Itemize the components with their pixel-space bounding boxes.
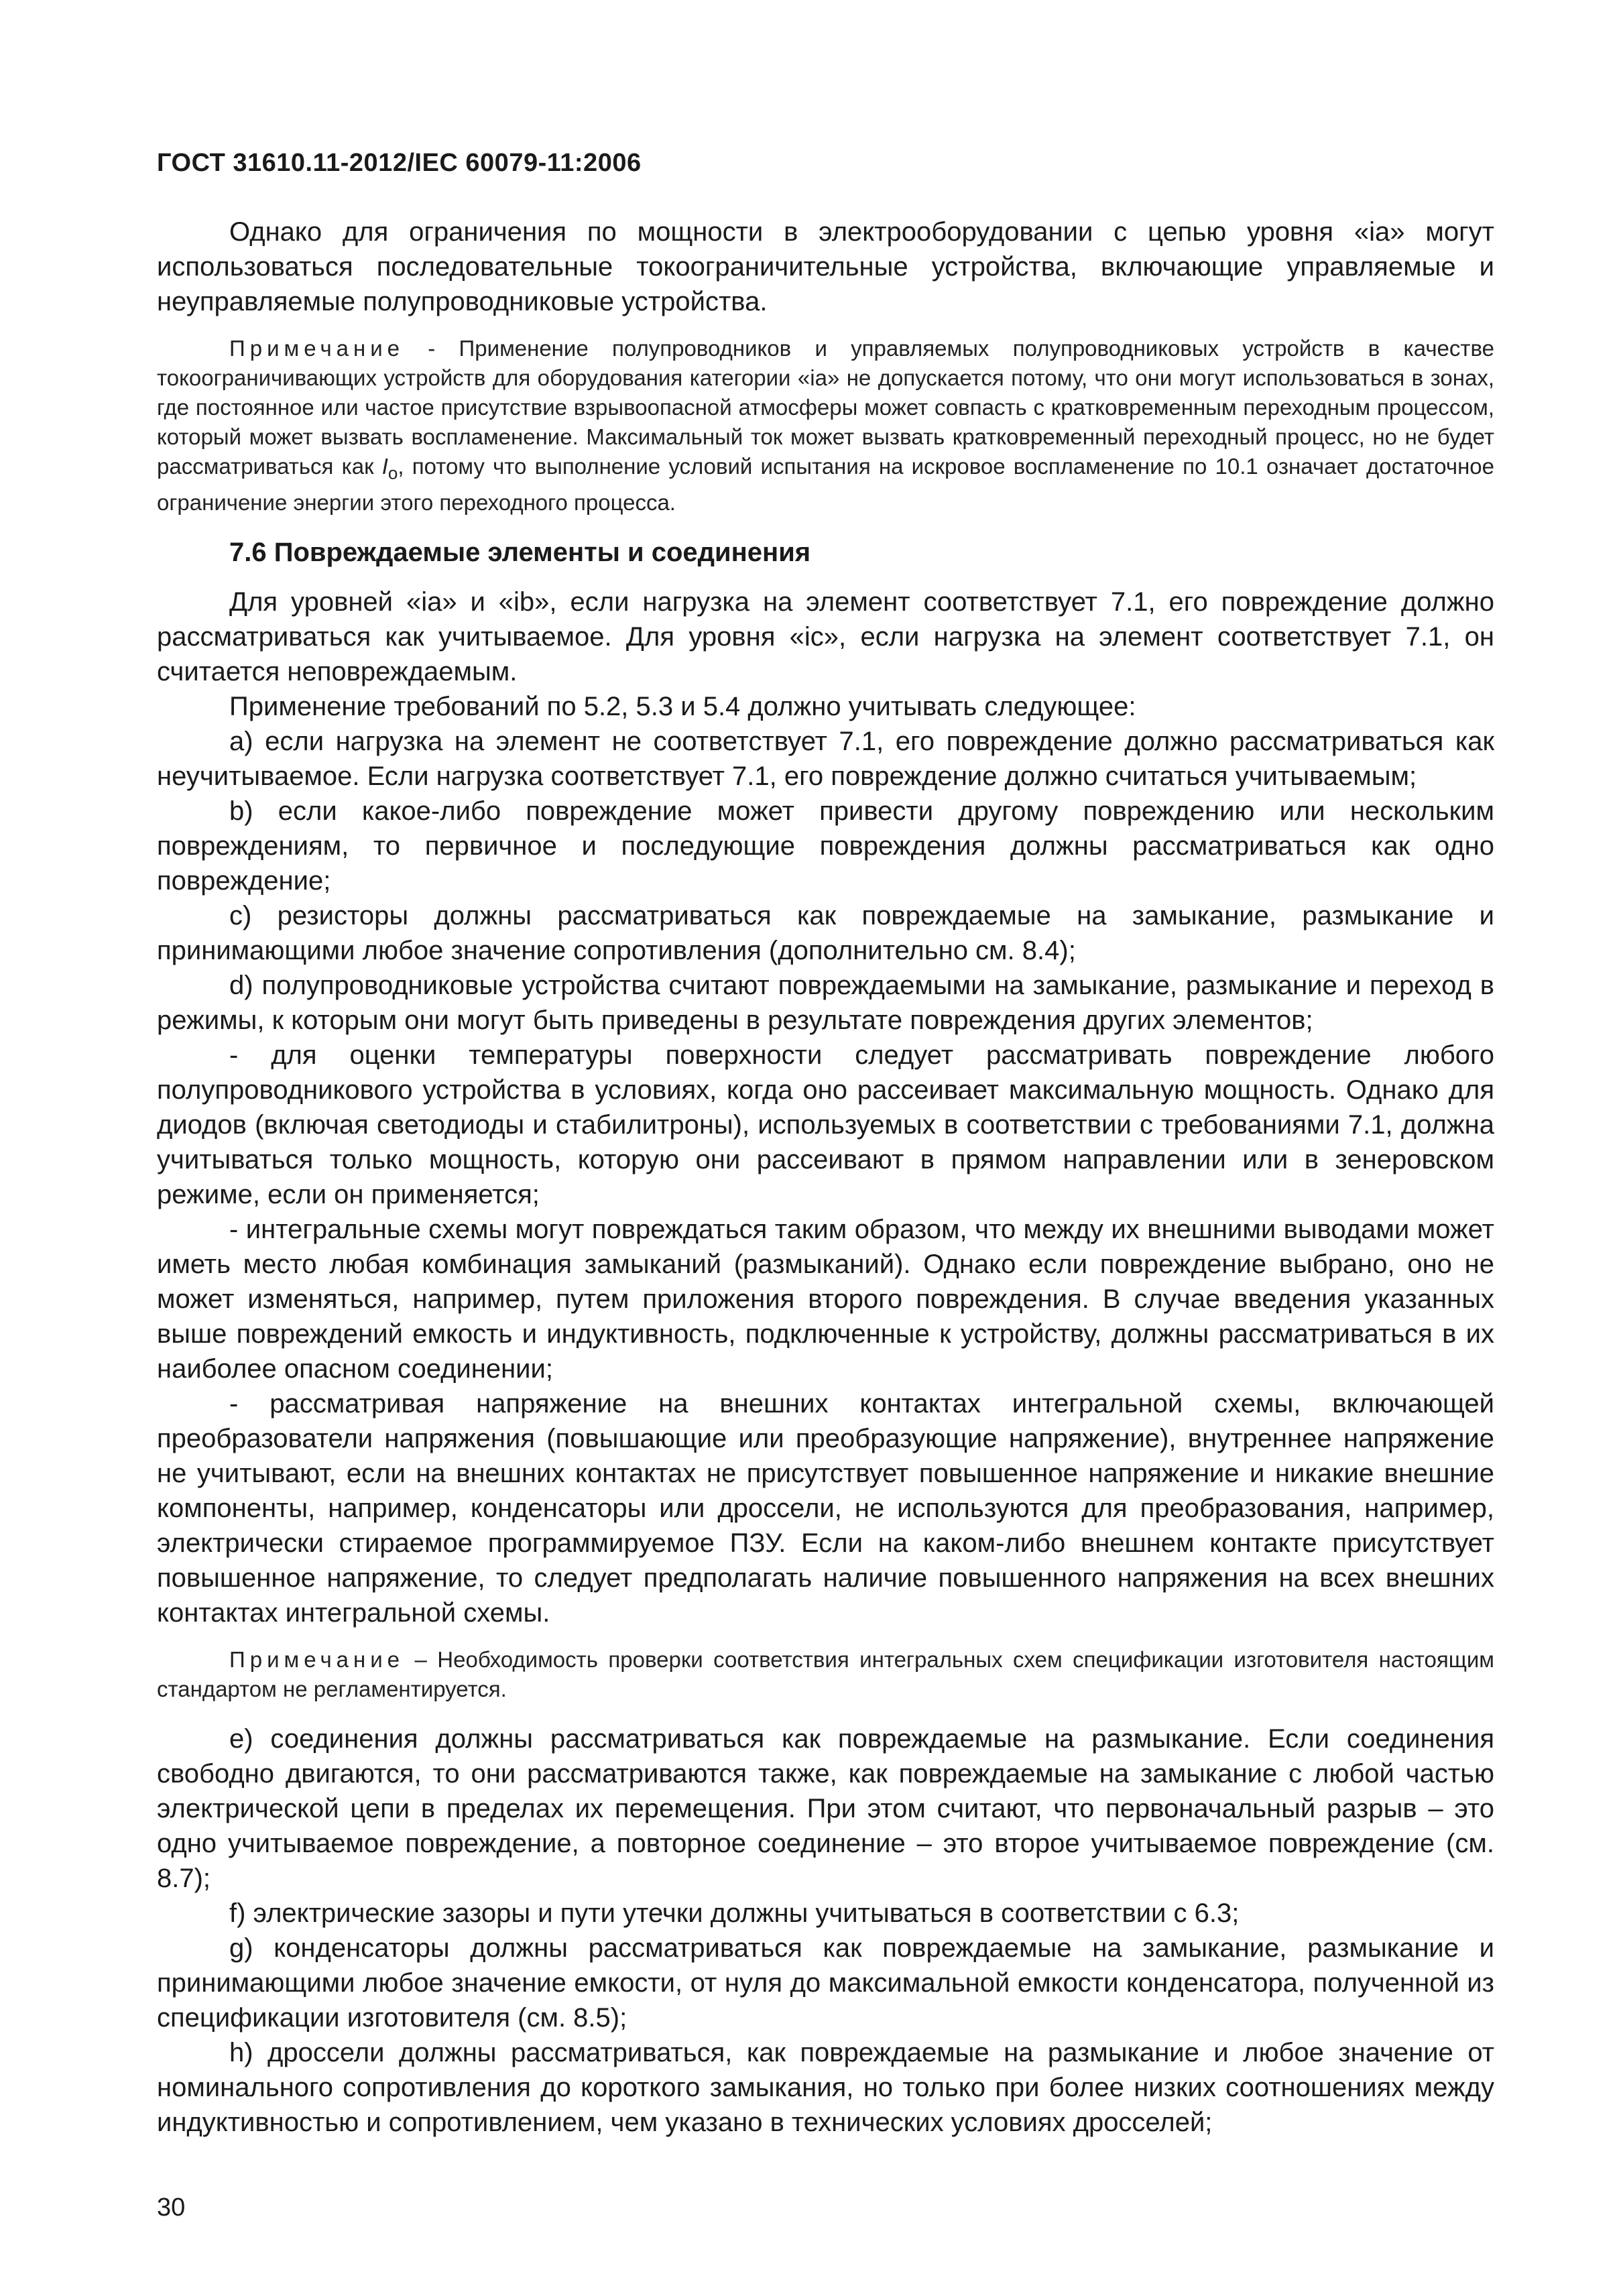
note-text: – Необходимость проверки соответствия интегральных схем спецификации изготовителя настоящим стандартом не регламентируется. [157,1646,1494,1701]
list-item-g: g) конденсаторы должны рассматриваться как повреждаемые на замыкание, размыкание и принимающими любое значение емкости, от нуля до максимальной емкости конденсатора, полученной из спецификации изготовителя (см. 8.5); [157,1933,1494,2033]
list-item-f: f) электрические зазоры и пути утечки должны учитываться в соответствии с 6.3; [229,1898,1240,1928]
document-header: ГОСТ 31610.11-2012/IEC 60079-11:2006 [157,149,642,177]
note-2 [157,1645,1494,1704]
dash-item: - интегральные схемы могут повреждаться таким образом, что между их внешними выводами может иметь место любая комбинация замыканий (размыканий). Однако если повреждение выбрано, оно не может изменяться, например, путем приложения второго повреждения. В случае введения указанных выше повреждений емкость и индуктивность, подключенные к устройству, должны рассматриваться в их наиболее опасном соединении; [157,1214,1494,1384]
current-symbol: I [381,454,388,479]
list-item-d: d) полупроводниковые устройства считают повреждаемыми на замыкание, размыкание и переход в режимы, к которым они могут быть приведены в результате повреждения других элементов; [157,970,1494,1035]
note-text-part: - Применение полупроводников и управляемых полупроводниковых устройств в качестве токоограничивающих устройств для оборудования категории «ia» не допускается потому, что они могут использоваться в зонах, где постоянное или частое присутствие взрывоопасной атмосферы может совпасть с кратковременным переходным процессом, который может вызвать воспламенение. Максимальный ток может вызвать кратковременный переходный процесс, но не будет рассматриваться как [157,336,1494,479]
list-item-b: b) если какое-либо повреждение может привести другому повреждению или нескольким повреждениям, то первичное и последующие повреждения должны рассматриваться как одно повреждение; [157,796,1494,896]
page-body [157,215,1494,2140]
paragraph: Для уровней «ia» и «ib», если нагрузка на элемент соответствует 7.1, его повреждение должно рассматриваться как учитываемое. Для уровня «ic», если нагрузка на элемент соответствует 7.1, он считается неповреждаемым. [157,587,1494,686]
list-item-c: c) резисторы должны рассматриваться как повреждаемые на замыкание, размыкание и принимающими любое значение сопротивления (дополнительно см. 8.4); [157,900,1494,965]
current-subscript: o [387,463,398,483]
note-1 [157,334,1494,518]
page-number: 30 [157,2193,186,2222]
list-item-a: a) если нагрузка на элемент не соответствует 7.1, его повреждение должно рассматриваться как неучитываемое. Если нагрузка соответствует 7.1, его повреждение должно считаться учитываемым; [157,726,1494,791]
list-item-h: h) дроссели должны рассматриваться, как повреждаемые на размыкание и любое значение от номинального сопротивления до короткого замыкания, но только при более низких соотношениях между индуктивностью и сопротивлением, чем указано в технических условиях дросселей; [157,2037,1494,2137]
section-heading: 7.6 Повреждаемые элементы и соединения [229,537,811,567]
dash-item: - для оценки температуры поверхности следует рассматривать повреждение любого полупроводникового устройства в условиях, когда оно рассеивает максимальную мощность. Однако для диодов (включая светодиоды и стабилитроны), используемых в соответствии с требованиями 7.1, должна учитываться только мощность, которую они рассеивают в прямом направлении или в зенеровском режиме, если он применяется; [157,1040,1494,1209]
note-label: Примечание [229,1646,405,1672]
dash-item: - рассматривая напряжение на внешних контактах интегральной схемы, включающей преобразователи напряжения (повышающие или преобразующие напряжение), внутреннее напряжение не учитывают, если на внешних контактах не присутствует повышенное напряжение и никакие внешние компоненты, например, конденсаторы или дроссели, не используются для преобразования, например, электрически стираемое программируемое ПЗУ. Если на каком-либо внешнем контакте присутствует повышенное напряжение, то следует предполагать наличие повышенного напряжения на всех внешних контактах интегральной схемы. [157,1388,1494,1628]
note-text-part: , потому что выполнение условий испытания на искровое воспламенение по 10.1 означает достаточное ограничение энергии этого переходного процесса. [157,454,1494,515]
note-label: Примечание [229,336,405,361]
paragraph: Однако для ограничения по мощности в электрооборудовании с цепью уровня «ia» могут использоваться последовательные токоограничительные устройства, включающие управляемые и неуправляемые полупроводниковые устройства. [157,217,1494,316]
paragraph: Применение требований по 5.2, 5.3 и 5.4 должно учитывать следующее: [229,691,1136,721]
list-item-e: e) соединения должны рассматриваться как повреждаемые на размыкание. Если соединения свободно двигаются, то они рассматриваются также, как повреждаемые на замыкание с любой частью электрической цепи в пределах их перемещения. При этом считают, что первоначальный разрыв – это одно учитываемое повреждение, а повторное соединение – это второе учитываемое повреждение (см. 8.7); [157,1724,1494,1893]
